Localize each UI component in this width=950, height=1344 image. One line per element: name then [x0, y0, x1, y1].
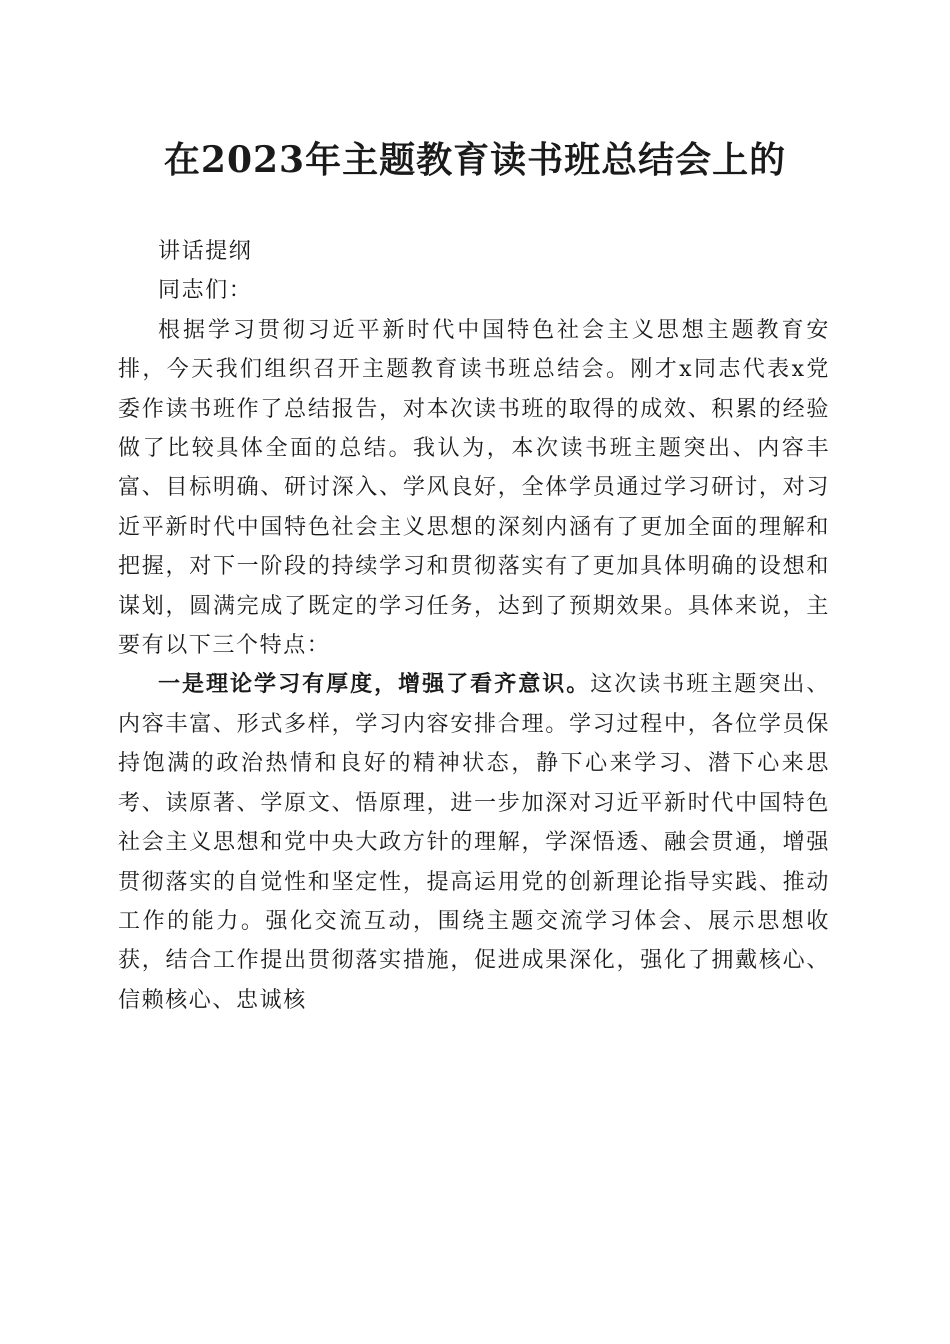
paragraph-intro: 根据学习贯彻习近平新时代中国特色社会主义思想主题教育安排，今天我们组织召开主题教育读书班总结会。刚才x同志代表x党委作读书班作了总结报告，对本次读书班的取得的成效、积累的经验做了比较具体全面的总结。我认为，本次读书班主题突出、内容丰富、目标明确、研讨深入、学风良好，全体学员通过学习研讨，对习近平新时代中国特色社会主义思想的深刻内涵有了更加全面的理解和把握，对下一阶段的持续学习和贯彻落实有了更加具体明确的设想和谋划，圆满完成了既定的学习任务，达到了预期效果。具体来说，主要有以下三个特点： [118, 317, 830, 659]
document-title: 在2023年主题教育读书班总结会上的 [163, 139, 787, 181]
paragraph-point-1 [118, 665, 830, 1020]
subtitle-line: 讲话提纲 [158, 239, 253, 264]
point-1-text: 这次读书班主题突出、内容丰富、形式多样，学习内容安排合理。学习过程中，各位学员保持饱满的政治热情和良好的精神状态，静下心来学习、潜下心来思考、读原著、学原文、悟原理，进一步加深对习近平新时代中国特色社会主义思想和党中央大政方针的理解，学深悟透、融会贯通，增强贯彻落实的自觉性和坚定性，提高运用党的创新理论指导实践、推动工作的能力。强化交流互动，围绕主题交流学习体会、展示思想收获，结合工作提出贯彻落实措施，促进成果深化，强化了拥戴核心、信赖核心、忠诚核 [118, 672, 830, 1013]
salutation: 同志们： [158, 278, 253, 304]
point-1-lead: 一是理论学习有厚度，增强了看齐意识。 [158, 671, 591, 698]
document-body [118, 232, 830, 1020]
